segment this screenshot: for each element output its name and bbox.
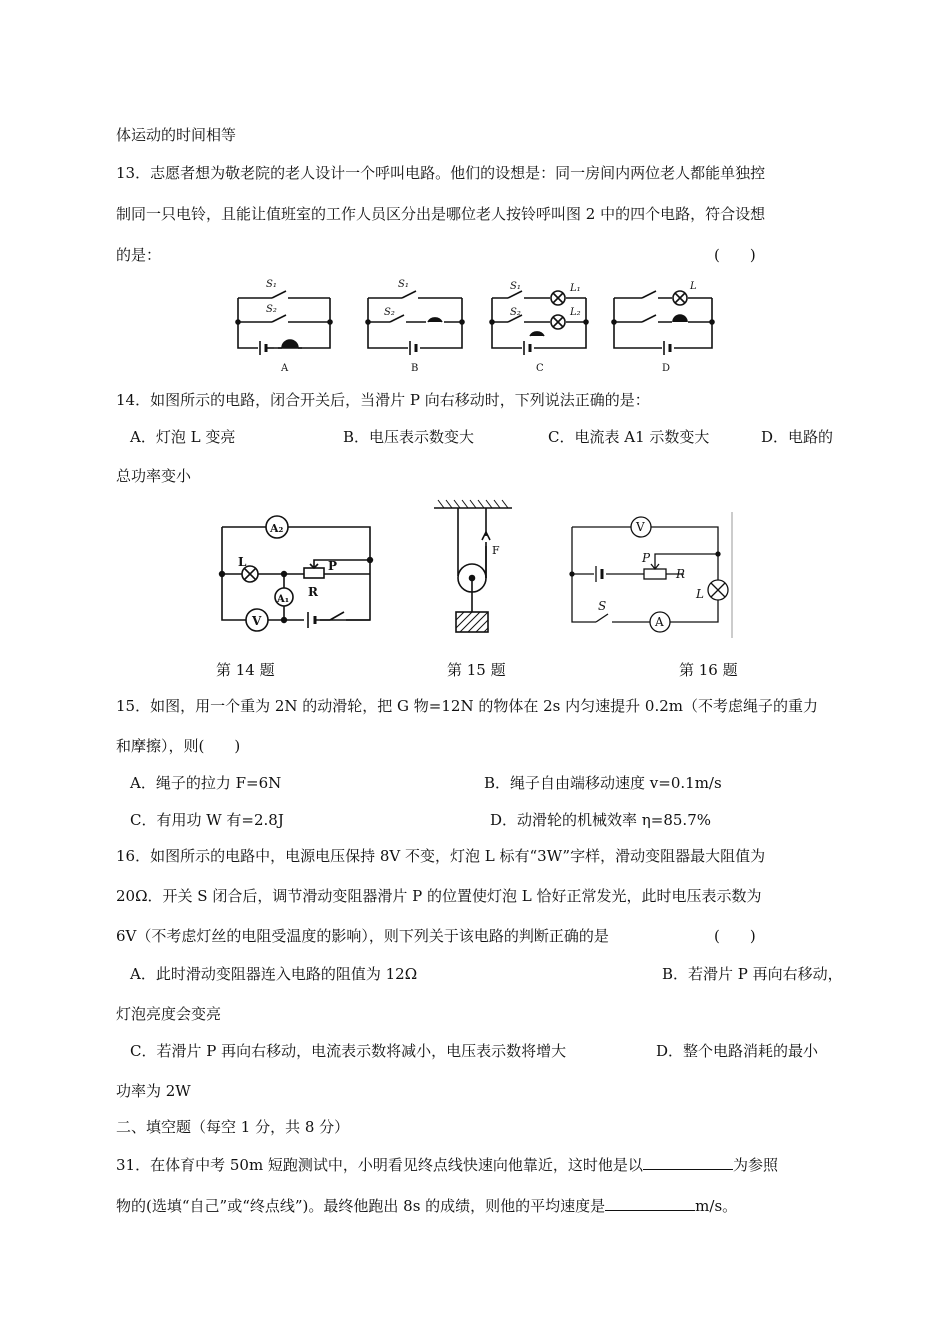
question-31-text: 物的(选填“自己”或“终点线”)。最终他跑出 8s 的成绩，则他的平均速度是 <box>116 1197 606 1215</box>
question-16-line-2: 20Ω．开关 S 闭合后，调节滑动变阻器滑片 P 的位置使灯泡 L 恰好正常发光，此时电压表示数为 <box>116 887 762 905</box>
section-heading: 二、填空题（每空 1 分，共 8 分） <box>116 1118 350 1136</box>
figure-15-caption: 第 15 题 <box>447 661 506 679</box>
label-a1: A₁ <box>277 594 290 605</box>
question-15-line-1: 15．如图，用一个重为 2N 的动滑轮，把 G 物=12N 的物体在 2s 内匀速提升 0.2m（不考虑绳子的重力 <box>116 697 818 715</box>
option-d: D．动滑轮的机械效率 η=85.7% <box>490 811 712 829</box>
option-d: D．电路的 <box>761 428 834 446</box>
text-line: 体运动的时间相等 <box>116 126 237 144</box>
label-s2: S₂ <box>510 307 521 318</box>
figure-16-circuit <box>566 512 736 640</box>
question-13-line-1: 13．志愿者想为敬老院的老人设计一个呼叫电路。他们的设想是：同一房间内两位老人都能单独控 <box>116 164 766 182</box>
label-a: A <box>655 615 664 629</box>
option-a: A．绳子的拉力 F=6N <box>130 774 282 792</box>
option-c: C．电流表 A1 示数变大 <box>548 428 710 446</box>
label-l1: L₁ <box>570 283 581 294</box>
question-31-text: 为参照 <box>732 1156 778 1174</box>
label-a2: A₂ <box>270 522 284 535</box>
question-31-line-1 <box>116 1155 778 1175</box>
label-l2: L₂ <box>570 307 581 318</box>
answer-paren: ( ) <box>714 246 756 264</box>
label-f: F <box>492 544 500 557</box>
question-15-line-2: 和摩擦），则( ) <box>116 737 241 755</box>
option-a: A．此时滑动变阻器连入电路的阻值为 12Ω <box>130 965 418 983</box>
label-s2: S₂ <box>384 307 395 318</box>
caption-b: B <box>411 363 419 374</box>
figure-15-pulley <box>430 500 520 638</box>
label-s2: S₂ <box>266 304 277 315</box>
label-v: V <box>252 614 262 628</box>
question-31-text: 31．在体育中考 50m 短跑测试中，小明看见终点线快速向他靠近，这时他是以 <box>116 1156 643 1174</box>
option-d-continued: 功率为 2W <box>116 1082 191 1100</box>
label-p: P <box>328 559 338 573</box>
label-s1: S₁ <box>266 279 277 290</box>
option-a: A．灯泡 L 变亮 <box>130 428 236 446</box>
caption-a: A <box>281 363 289 374</box>
label-s: S <box>598 599 607 613</box>
question-13-line-3: 的是： <box>116 246 162 264</box>
circuit-a <box>236 291 332 355</box>
fill-blank-1[interactable] <box>643 1155 733 1170</box>
circuit-b <box>366 291 464 355</box>
label-l: L <box>690 281 697 292</box>
question-31-text: m/s。 <box>695 1197 738 1215</box>
question-16-line-1: 16．如图所示的电路中，电源电压保持 8V 不变，灯泡 L 标有“3W”字样，滑动变阻器最大阻值为 <box>116 847 766 865</box>
option-b: B．绳子自由端移动速度 v=0.1m/s <box>484 774 722 792</box>
figure-13-circuits <box>230 278 720 378</box>
label-l: L <box>696 587 704 601</box>
option-b: B．电压表示数变大 <box>343 428 475 446</box>
figure-16-caption: 第 16 题 <box>679 661 738 679</box>
question-14: 14．如图所示的电路，闭合开关后，当滑片 P 向右移动时，下列说法正确的是： <box>116 391 650 409</box>
answer-paren: ( ) <box>714 927 756 945</box>
figure-14-circuit <box>212 512 382 632</box>
label-v: V <box>636 520 645 534</box>
label-s1: S₁ <box>510 281 521 292</box>
option-c: C．若滑片 P 再向右移动，电流表示数将减小，电压表示数将增大 <box>130 1042 567 1060</box>
question-31-line-2 <box>116 1196 737 1216</box>
circuit-d <box>612 291 714 355</box>
option-d-continued: 总功率变小 <box>116 467 192 485</box>
label-p: P <box>642 551 651 565</box>
question-13-line-2: 制同一只电铃，且能让值班室的工作人员区分出是哪位老人按铃呼叫图 2 中的四个电路，符合设想 <box>116 205 766 223</box>
option-d: D．整个电路消耗的最小 <box>656 1042 819 1060</box>
option-c: C．有用功 W 有=2.8J <box>130 811 284 829</box>
label-r: R <box>676 567 686 581</box>
label-l: L <box>238 555 247 569</box>
caption-d: D <box>662 363 671 374</box>
option-b: B．若滑片 P 再向右移动， <box>662 965 843 983</box>
figure-14-caption: 第 14 题 <box>216 661 275 679</box>
question-16-line-3: 6V（不考虑灯丝的电阻受温度的影响），则下列关于该电路的判断正确的是 <box>116 927 609 945</box>
fill-blank-2[interactable] <box>605 1196 695 1211</box>
caption-c: C <box>536 363 544 374</box>
label-s1: S₁ <box>398 279 409 290</box>
option-b-continued: 灯泡亮度会变亮 <box>116 1005 222 1023</box>
label-r: R <box>308 585 318 599</box>
circuit-c <box>490 291 588 355</box>
